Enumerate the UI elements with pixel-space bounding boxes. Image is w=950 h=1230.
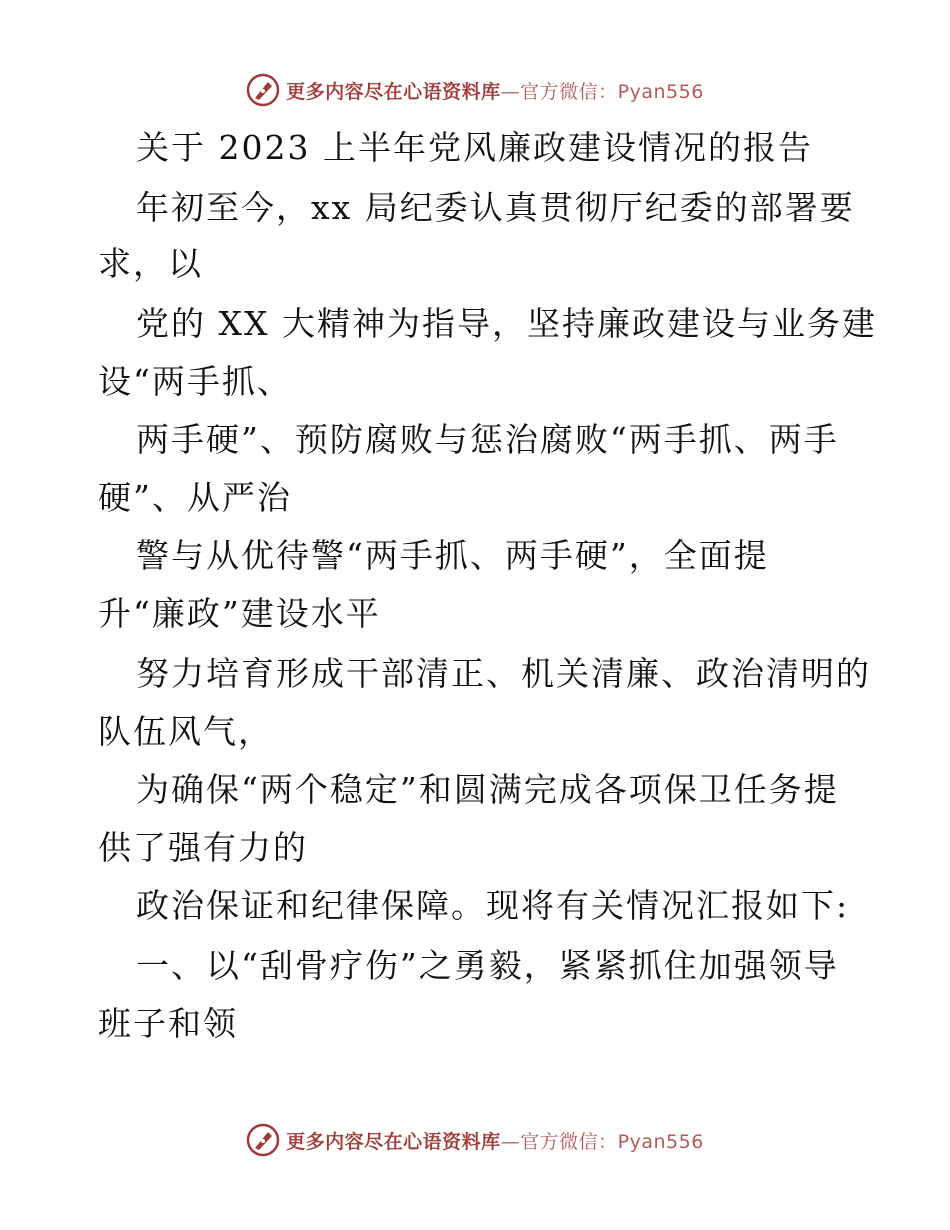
paragraph-line: 年初至今，xx 局纪委认真贯彻厅纪委的部署要 [136, 188, 855, 227]
header-watermark [0, 70, 950, 110]
paragraph-line: 供了强有力的 [98, 828, 308, 867]
footer-watermark [0, 1120, 950, 1160]
watermark-separator: — [500, 1130, 521, 1153]
watermark-brand: 更多内容尽在心语资料库 [286, 80, 501, 103]
paragraph-line: 努力培育形成干部清正、机关清廉、政治清明的 [136, 654, 871, 693]
paragraph-line: 求，以 [98, 244, 203, 283]
paragraph-line: 为确保“两个稳定”和圆满完成各项保卫任务提 [136, 770, 839, 809]
paragraph-line: 队伍风气， [98, 712, 273, 751]
document-title: 关于 2023 上半年党风廉政建设情况的报告 [136, 128, 813, 167]
watermark-brand: 更多内容尽在心语资料库 [286, 1130, 501, 1153]
paragraph-line: 设“两手抓、 [98, 362, 292, 401]
paragraph-line: 政治保证和纪律保障。现将有关情况汇报如下: [136, 886, 850, 925]
watermark-separator: — [500, 80, 521, 103]
section-heading: 一、以“刮骨疗伤”之勇毅，紧紧抓住加强领导 [136, 946, 839, 985]
watermark-wechat: 官方微信：Pyan556 [520, 1130, 704, 1153]
watermark-wechat: 官方微信：Pyan556 [520, 80, 704, 103]
pen-nib-seal-icon [246, 1123, 280, 1157]
paragraph-line: 两手硬”、预防腐败与惩治腐败“两手抓、两手 [136, 420, 839, 459]
pen-nib-seal-icon [246, 73, 280, 107]
paragraph-line: 硬”、从严治 [98, 478, 292, 517]
paragraph-line: 班子和领 [98, 1004, 238, 1043]
paragraph-line: 升“廉政”建设水平 [98, 594, 381, 633]
paragraph-line: 党的 XX 大精神为指导，坚持廉政建设与业务建 [136, 304, 877, 343]
paragraph-line: 警与从优待警“两手抓、两手硬”，全面提 [136, 536, 769, 575]
